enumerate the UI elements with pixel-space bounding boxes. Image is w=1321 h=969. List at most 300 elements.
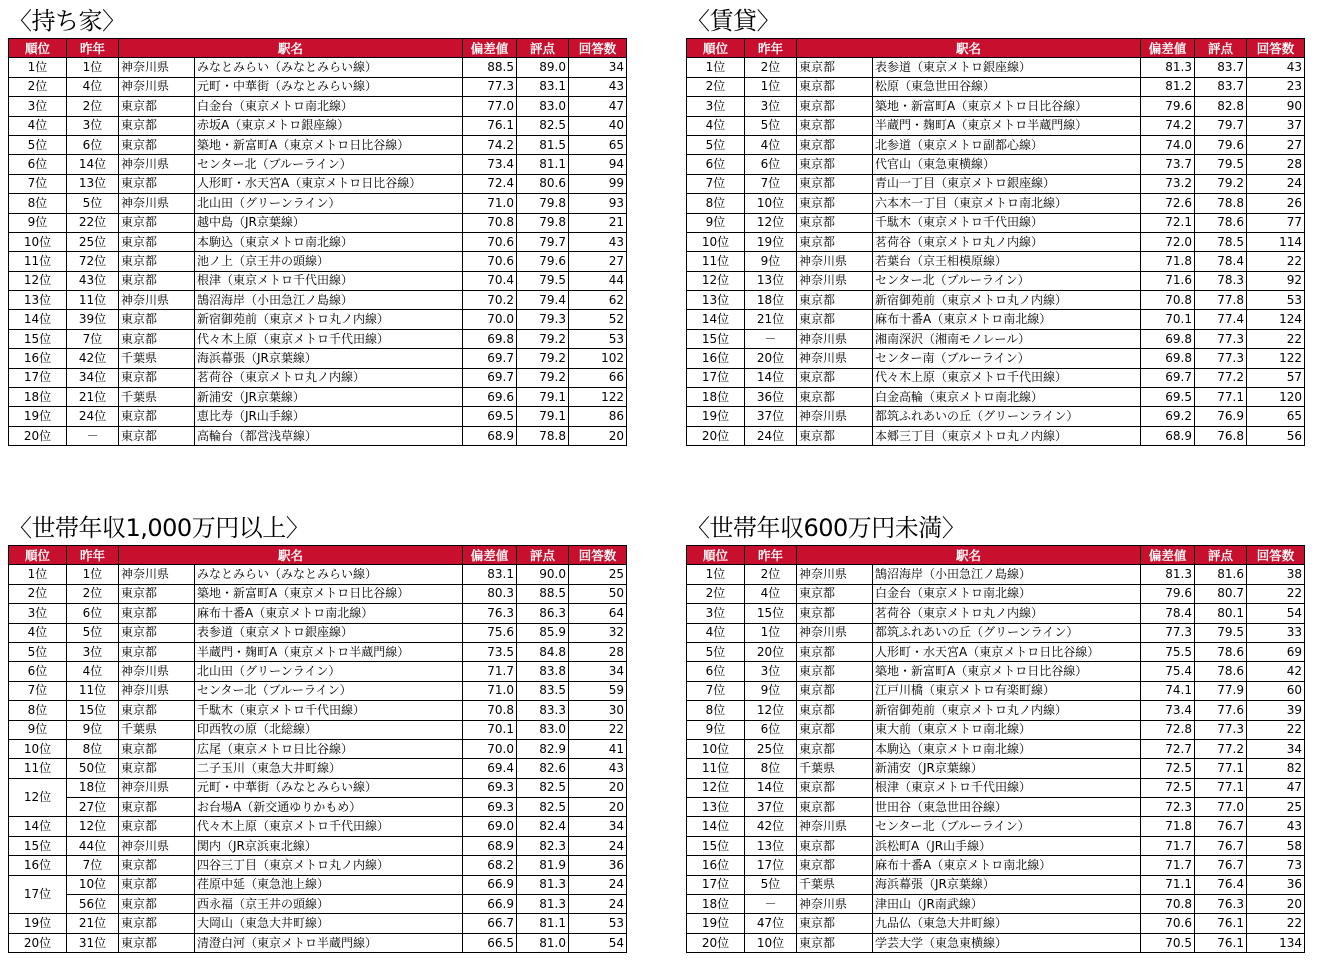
table-row bbox=[687, 933, 1305, 952]
cell-pref: 東京都 bbox=[797, 778, 873, 797]
cell-score: 77.0 bbox=[1195, 798, 1247, 817]
cell-prev: 17位 bbox=[745, 856, 797, 875]
cell-station: 代官山（東急東横線） bbox=[873, 155, 1141, 174]
cell-resp: 44 bbox=[569, 271, 627, 290]
cell-dev: 70.6 bbox=[463, 252, 517, 271]
cell-dev: 69.2 bbox=[1141, 407, 1195, 426]
cell-dev: 72.0 bbox=[1141, 232, 1195, 251]
cell-dev: 69.8 bbox=[463, 329, 517, 348]
cell-score: 78.6 bbox=[1195, 213, 1247, 232]
cell-rank: 10位 bbox=[687, 739, 745, 758]
cell-score: 82.9 bbox=[517, 739, 569, 758]
cell-resp: 120 bbox=[1247, 388, 1305, 407]
cell-dev: 68.9 bbox=[463, 836, 517, 855]
cell-score: 76.1 bbox=[1195, 933, 1247, 952]
cell-dev: 69.4 bbox=[463, 759, 517, 778]
cell-prev: 39位 bbox=[67, 310, 119, 329]
cell-score: 79.7 bbox=[517, 232, 569, 251]
cell-score: 82.5 bbox=[517, 116, 569, 135]
cell-resp: 24 bbox=[1247, 174, 1305, 193]
cell-resp: 22 bbox=[569, 720, 627, 739]
cell-score: 81.0 bbox=[517, 933, 569, 952]
cell-prev: 4位 bbox=[67, 77, 119, 96]
cell-resp: 64 bbox=[569, 604, 627, 623]
cell-rank: 17位 bbox=[9, 368, 67, 387]
cell-dev: 74.0 bbox=[1141, 135, 1195, 154]
cell-rank: 5位 bbox=[9, 135, 67, 154]
cell-prev: － bbox=[745, 329, 797, 348]
cell-pref: 千葉県 bbox=[119, 388, 195, 407]
table-row bbox=[687, 875, 1305, 894]
header-responses: 回答数 bbox=[569, 39, 627, 58]
cell-dev: 69.7 bbox=[463, 349, 517, 368]
cell-dev: 71.0 bbox=[463, 194, 517, 213]
cell-rank: 2位 bbox=[9, 77, 67, 96]
header-responses: 回答数 bbox=[1247, 546, 1305, 565]
cell-rank: 16位 bbox=[9, 349, 67, 368]
table-row bbox=[9, 604, 627, 623]
cell-station: 関内（JR京浜東北線） bbox=[195, 836, 463, 855]
table-row bbox=[687, 759, 1305, 778]
cell-dev: 66.9 bbox=[463, 875, 517, 894]
cell-score: 78.6 bbox=[1195, 662, 1247, 681]
cell-score: 81.5 bbox=[517, 135, 569, 154]
cell-pref: 神奈川県 bbox=[797, 271, 873, 290]
cell-score: 79.2 bbox=[517, 368, 569, 387]
cell-prev: 4位 bbox=[67, 662, 119, 681]
cell-resp: 22 bbox=[1247, 914, 1305, 933]
cell-dev: 76.1 bbox=[463, 116, 517, 135]
cell-prev: 2位 bbox=[67, 584, 119, 603]
cell-pref: 東京都 bbox=[797, 155, 873, 174]
cell-dev: 72.5 bbox=[1141, 778, 1195, 797]
cell-score: 77.9 bbox=[1195, 681, 1247, 700]
cell-dev: 74.1 bbox=[1141, 681, 1195, 700]
table-row bbox=[9, 778, 627, 797]
cell-pref: 東京都 bbox=[119, 933, 195, 952]
cell-resp: 32 bbox=[569, 623, 627, 642]
cell-resp: 122 bbox=[1247, 349, 1305, 368]
cell-resp: 66 bbox=[569, 368, 627, 387]
cell-dev: 75.5 bbox=[1141, 642, 1195, 661]
cell-rank: 20位 bbox=[687, 933, 745, 952]
cell-rank: 2位 bbox=[9, 584, 67, 603]
cell-resp: 92 bbox=[1247, 271, 1305, 290]
cell-station: 白金高輪（東京メトロ南北線） bbox=[873, 388, 1141, 407]
cell-dev: 72.5 bbox=[1141, 759, 1195, 778]
cell-prev: 1位 bbox=[745, 77, 797, 96]
cell-prev: 22位 bbox=[67, 213, 119, 232]
cell-resp: 20 bbox=[569, 778, 627, 797]
cell-station: 半蔵門・麹町A（東京メトロ半蔵門線） bbox=[873, 116, 1141, 135]
cell-pref: 東京都 bbox=[797, 662, 873, 681]
cell-station: 世田谷（東急世田谷線） bbox=[873, 798, 1141, 817]
cell-dev: 72.8 bbox=[1141, 720, 1195, 739]
table-row bbox=[687, 407, 1305, 426]
cell-pref: 東京都 bbox=[119, 174, 195, 193]
cell-station: 池ノ上（京王井の頭線） bbox=[195, 252, 463, 271]
cell-dev: 69.0 bbox=[463, 817, 517, 836]
cell-dev: 69.8 bbox=[1141, 329, 1195, 348]
cell-prev: 72位 bbox=[67, 252, 119, 271]
table-row bbox=[687, 155, 1305, 174]
cell-resp: 43 bbox=[1247, 817, 1305, 836]
header-deviation: 偏差値 bbox=[463, 546, 517, 565]
cell-resp: 69 bbox=[1247, 642, 1305, 661]
cell-prev: 3位 bbox=[745, 662, 797, 681]
cell-resp: 36 bbox=[1247, 875, 1305, 894]
cell-rank: 7位 bbox=[9, 681, 67, 700]
cell-rank: 4位 bbox=[9, 623, 67, 642]
cell-station: 築地・新富町A（東京メトロ日比谷線） bbox=[873, 97, 1141, 116]
cell-rank: 9位 bbox=[9, 213, 67, 232]
cell-score: 90.0 bbox=[517, 565, 569, 584]
cell-prev: 12位 bbox=[745, 213, 797, 232]
cell-pref: 神奈川県 bbox=[797, 252, 873, 271]
cell-score: 83.7 bbox=[1195, 77, 1247, 96]
header-deviation: 偏差値 bbox=[1141, 39, 1195, 58]
table-row bbox=[687, 426, 1305, 445]
cell-dev: 73.7 bbox=[1141, 155, 1195, 174]
cell-score: 77.6 bbox=[1195, 701, 1247, 720]
cell-rank: 8位 bbox=[9, 701, 67, 720]
cell-rank: 11位 bbox=[9, 252, 67, 271]
cell-station: センター南（ブルーライン） bbox=[873, 349, 1141, 368]
cell-resp: 122 bbox=[569, 388, 627, 407]
cell-station: 人形町・水天宮A（東京メトロ日比谷線） bbox=[195, 174, 463, 193]
cell-resp: 56 bbox=[1247, 426, 1305, 445]
cell-resp: 25 bbox=[569, 565, 627, 584]
cell-pref: 東京都 bbox=[119, 739, 195, 758]
cell-score: 78.3 bbox=[1195, 271, 1247, 290]
cell-dev: 69.5 bbox=[463, 407, 517, 426]
cell-resp: 134 bbox=[1247, 933, 1305, 952]
cell-prev: 9位 bbox=[745, 681, 797, 700]
cell-prev: 20位 bbox=[745, 349, 797, 368]
table-row bbox=[9, 155, 627, 174]
cell-resp: 23 bbox=[1247, 77, 1305, 96]
cell-resp: 22 bbox=[1247, 252, 1305, 271]
cell-dev: 73.4 bbox=[463, 155, 517, 174]
cell-prev: 10位 bbox=[67, 875, 119, 894]
cell-score: 80.6 bbox=[517, 174, 569, 193]
cell-pref: 神奈川県 bbox=[797, 817, 873, 836]
table-row bbox=[9, 895, 627, 914]
cell-dev: 71.6 bbox=[1141, 271, 1195, 290]
table-row bbox=[687, 116, 1305, 135]
cell-resp: 93 bbox=[569, 194, 627, 213]
cell-prev: 34位 bbox=[67, 368, 119, 387]
cell-station: 本郷三丁目（東京メトロ丸ノ内線） bbox=[873, 426, 1141, 445]
section-income-over-10m bbox=[8, 513, 627, 953]
cell-station: みなとみらい（みなとみらい線） bbox=[195, 565, 463, 584]
cell-rank: 8位 bbox=[687, 701, 745, 720]
cell-pref: 東京都 bbox=[119, 407, 195, 426]
table-row bbox=[687, 914, 1305, 933]
cell-dev: 72.7 bbox=[1141, 739, 1195, 758]
cell-score: 79.6 bbox=[1195, 135, 1247, 154]
cell-resp: 36 bbox=[569, 856, 627, 875]
cell-pref: 東京都 bbox=[119, 701, 195, 720]
cell-dev: 69.3 bbox=[463, 778, 517, 797]
cell-rank: 3位 bbox=[9, 604, 67, 623]
cell-score: 85.9 bbox=[517, 623, 569, 642]
table-row bbox=[687, 213, 1305, 232]
cell-score: 76.7 bbox=[1195, 856, 1247, 875]
cell-resp: 43 bbox=[569, 759, 627, 778]
cell-rank: 11位 bbox=[687, 759, 745, 778]
cell-score: 83.1 bbox=[517, 77, 569, 96]
cell-resp: 22 bbox=[1247, 584, 1305, 603]
cell-rank: 12位 bbox=[687, 271, 745, 290]
cell-pref: 東京都 bbox=[119, 623, 195, 642]
cell-rank: 1位 bbox=[687, 58, 745, 77]
cell-pref: 神奈川県 bbox=[797, 349, 873, 368]
cell-score: 84.8 bbox=[517, 642, 569, 661]
cell-resp: 86 bbox=[569, 407, 627, 426]
table-row bbox=[9, 116, 627, 135]
cell-dev: 76.3 bbox=[463, 604, 517, 623]
table-row bbox=[9, 291, 627, 310]
cell-score: 79.7 bbox=[1195, 116, 1247, 135]
cell-rank: 17位 bbox=[9, 875, 67, 914]
cell-rank: 14位 bbox=[687, 817, 745, 836]
cell-pref: 神奈川県 bbox=[797, 407, 873, 426]
cell-resp: 54 bbox=[569, 933, 627, 952]
cell-pref: 東京都 bbox=[797, 933, 873, 952]
cell-rank: 19位 bbox=[687, 407, 745, 426]
table-row bbox=[9, 174, 627, 193]
header-rank: 順位 bbox=[9, 546, 67, 565]
cell-pref: 神奈川県 bbox=[119, 77, 195, 96]
table-row bbox=[9, 584, 627, 603]
cell-score: 82.3 bbox=[517, 836, 569, 855]
cell-station: 越中島（JR京葉線） bbox=[195, 213, 463, 232]
cell-prev: 2位 bbox=[745, 58, 797, 77]
cell-resp: 28 bbox=[569, 642, 627, 661]
cell-pref: 東京都 bbox=[797, 135, 873, 154]
table-row bbox=[9, 875, 627, 894]
cell-rank: 2位 bbox=[687, 77, 745, 96]
cell-score: 77.1 bbox=[1195, 759, 1247, 778]
cell-pref: 神奈川県 bbox=[119, 565, 195, 584]
table-row bbox=[687, 368, 1305, 387]
cell-prev: 5位 bbox=[745, 875, 797, 894]
cell-score: 89.0 bbox=[517, 58, 569, 77]
cell-prev: 6位 bbox=[67, 604, 119, 623]
cell-rank: 15位 bbox=[9, 836, 67, 855]
cell-dev: 71.7 bbox=[1141, 836, 1195, 855]
cell-rank: 12位 bbox=[9, 778, 67, 817]
cell-resp: 39 bbox=[1247, 701, 1305, 720]
cell-score: 79.8 bbox=[517, 194, 569, 213]
cell-station: 広尾（東京メトロ日比谷線） bbox=[195, 739, 463, 758]
table-row bbox=[9, 388, 627, 407]
cell-pref: 東京都 bbox=[797, 291, 873, 310]
cell-station: みなとみらい（みなとみらい線） bbox=[195, 58, 463, 77]
cell-pref: 東京都 bbox=[119, 584, 195, 603]
cell-resp: 34 bbox=[569, 58, 627, 77]
cell-score: 82.5 bbox=[517, 778, 569, 797]
cell-prev: 43位 bbox=[67, 271, 119, 290]
cell-station: 茗荷谷（東京メトロ丸ノ内線） bbox=[873, 604, 1141, 623]
cell-station: 新浦安（JR京葉線） bbox=[195, 388, 463, 407]
cell-station: 新浦安（JR京葉線） bbox=[873, 759, 1141, 778]
table-row bbox=[9, 407, 627, 426]
cell-pref: 神奈川県 bbox=[797, 565, 873, 584]
cell-station: 海浜幕張（JR京葉線） bbox=[873, 875, 1141, 894]
cell-resp: 43 bbox=[569, 77, 627, 96]
cell-rank: 1位 bbox=[687, 565, 745, 584]
cell-station: センター北（ブルーライン） bbox=[195, 155, 463, 174]
table-row bbox=[9, 194, 627, 213]
table-row bbox=[9, 349, 627, 368]
cell-station: 西永福（京王井の頭線） bbox=[195, 895, 463, 914]
cell-prev: 25位 bbox=[745, 739, 797, 758]
header-rank: 順位 bbox=[9, 39, 67, 58]
cell-prev: 56位 bbox=[67, 895, 119, 914]
cell-dev: 77.3 bbox=[1141, 623, 1195, 642]
cell-prev: 5位 bbox=[67, 194, 119, 213]
cell-dev: 70.4 bbox=[463, 271, 517, 290]
cell-station: 湘南深沢（湘南モノレール） bbox=[873, 329, 1141, 348]
table-row bbox=[687, 97, 1305, 116]
table-row bbox=[687, 662, 1305, 681]
ranking-table bbox=[686, 38, 1305, 446]
cell-resp: 102 bbox=[569, 349, 627, 368]
cell-resp: 54 bbox=[1247, 604, 1305, 623]
cell-dev: 70.8 bbox=[1141, 291, 1195, 310]
cell-station: 千駄木（東京メトロ千代田線） bbox=[195, 701, 463, 720]
cell-score: 82.5 bbox=[517, 798, 569, 817]
cell-rank: 14位 bbox=[9, 310, 67, 329]
header-prev: 昨年 bbox=[67, 39, 119, 58]
cell-prev: 3位 bbox=[745, 97, 797, 116]
cell-pref: 東京都 bbox=[797, 798, 873, 817]
ranking-table bbox=[8, 38, 627, 446]
cell-prev: 1位 bbox=[67, 565, 119, 584]
section-income-under-6m bbox=[686, 513, 1305, 953]
cell-score: 76.9 bbox=[1195, 407, 1247, 426]
cell-prev: 8位 bbox=[67, 739, 119, 758]
cell-rank: 12位 bbox=[687, 778, 745, 797]
cell-pref: 神奈川県 bbox=[119, 778, 195, 797]
cell-prev: 12位 bbox=[745, 701, 797, 720]
cell-station: 根津（東京メトロ千代田線） bbox=[195, 271, 463, 290]
cell-resp: 124 bbox=[1247, 310, 1305, 329]
cell-pref: 東京都 bbox=[797, 194, 873, 213]
cell-prev: 36位 bbox=[745, 388, 797, 407]
header-rank: 順位 bbox=[687, 546, 745, 565]
cell-prev: 7位 bbox=[67, 329, 119, 348]
cell-rank: 14位 bbox=[9, 817, 67, 836]
cell-pref: 神奈川県 bbox=[119, 836, 195, 855]
cell-prev: 44位 bbox=[67, 836, 119, 855]
cell-pref: 東京都 bbox=[119, 914, 195, 933]
cell-prev: 2位 bbox=[67, 97, 119, 116]
table-row bbox=[687, 817, 1305, 836]
cell-score: 79.1 bbox=[517, 407, 569, 426]
cell-prev: 9位 bbox=[67, 720, 119, 739]
cell-station: 学芸大学（東急東横線） bbox=[873, 933, 1141, 952]
table-row bbox=[9, 720, 627, 739]
cell-dev: 81.3 bbox=[1141, 58, 1195, 77]
cell-station: 人形町・水天宮A（東京メトロ日比谷線） bbox=[873, 642, 1141, 661]
cell-rank: 7位 bbox=[687, 681, 745, 700]
cell-pref: 東京都 bbox=[119, 875, 195, 894]
cell-dev: 78.4 bbox=[1141, 604, 1195, 623]
cell-station: 麻布十番A（東京メトロ南北線） bbox=[873, 856, 1141, 875]
cell-rank: 19位 bbox=[9, 407, 67, 426]
cell-score: 81.3 bbox=[517, 875, 569, 894]
cell-pref: 東京都 bbox=[119, 856, 195, 875]
cell-station: 六本木一丁目（東京メトロ南北線） bbox=[873, 194, 1141, 213]
cell-resp: 40 bbox=[569, 116, 627, 135]
cell-rank: 6位 bbox=[687, 155, 745, 174]
cell-pref: 神奈川県 bbox=[119, 291, 195, 310]
cell-score: 79.1 bbox=[517, 388, 569, 407]
cell-rank: 13位 bbox=[9, 291, 67, 310]
cell-station: 北山田（グリーンライン） bbox=[195, 194, 463, 213]
cell-resp: 50 bbox=[569, 584, 627, 603]
cell-station: 清澄白河（東京メトロ半蔵門線） bbox=[195, 933, 463, 952]
cell-resp: 24 bbox=[569, 875, 627, 894]
cell-dev: 70.8 bbox=[463, 701, 517, 720]
table-row bbox=[687, 232, 1305, 251]
header-deviation: 偏差値 bbox=[1141, 546, 1195, 565]
cell-station: 麻布十番A（東京メトロ南北線） bbox=[195, 604, 463, 623]
cell-prev: 1位 bbox=[745, 623, 797, 642]
cell-station: 都筑ふれあいの丘（グリーンライン） bbox=[873, 623, 1141, 642]
cell-pref: 東京都 bbox=[797, 368, 873, 387]
cell-dev: 69.5 bbox=[1141, 388, 1195, 407]
cell-station: センター北（ブルーライン） bbox=[195, 681, 463, 700]
cell-dev: 71.7 bbox=[1141, 856, 1195, 875]
cell-station: 若葉台（京王相模原線） bbox=[873, 252, 1141, 271]
cell-prev: 14位 bbox=[745, 778, 797, 797]
cell-resp: 77 bbox=[1247, 213, 1305, 232]
cell-dev: 77.0 bbox=[463, 97, 517, 116]
cell-score: 77.3 bbox=[1195, 329, 1247, 348]
cell-prev: 7位 bbox=[745, 174, 797, 193]
section-title: 〈世帯年収1,000万円以上〉 bbox=[8, 514, 310, 542]
cell-score: 81.3 bbox=[517, 895, 569, 914]
cell-rank: 15位 bbox=[9, 329, 67, 348]
cell-prev: 42位 bbox=[67, 349, 119, 368]
cell-score: 77.8 bbox=[1195, 291, 1247, 310]
table-row bbox=[9, 310, 627, 329]
cell-pref: 東京都 bbox=[119, 759, 195, 778]
table-row bbox=[687, 895, 1305, 914]
cell-dev: 88.5 bbox=[463, 58, 517, 77]
header-station: 駅名 bbox=[797, 39, 1141, 58]
cell-rank: 6位 bbox=[9, 662, 67, 681]
table-row bbox=[687, 623, 1305, 642]
cell-station: 表参道（東京メトロ銀座線） bbox=[873, 58, 1141, 77]
cell-score: 81.6 bbox=[1195, 565, 1247, 584]
cell-resp: 58 bbox=[1247, 836, 1305, 855]
cell-pref: 東京都 bbox=[797, 856, 873, 875]
cell-prev: 21位 bbox=[67, 388, 119, 407]
table-row bbox=[687, 681, 1305, 700]
cell-prev: 12位 bbox=[67, 817, 119, 836]
cell-prev: 47位 bbox=[745, 914, 797, 933]
cell-resp: 22 bbox=[1247, 720, 1305, 739]
cell-prev: 42位 bbox=[745, 817, 797, 836]
cell-dev: 68.2 bbox=[463, 856, 517, 875]
cell-dev: 73.4 bbox=[1141, 701, 1195, 720]
cell-resp: 99 bbox=[569, 174, 627, 193]
